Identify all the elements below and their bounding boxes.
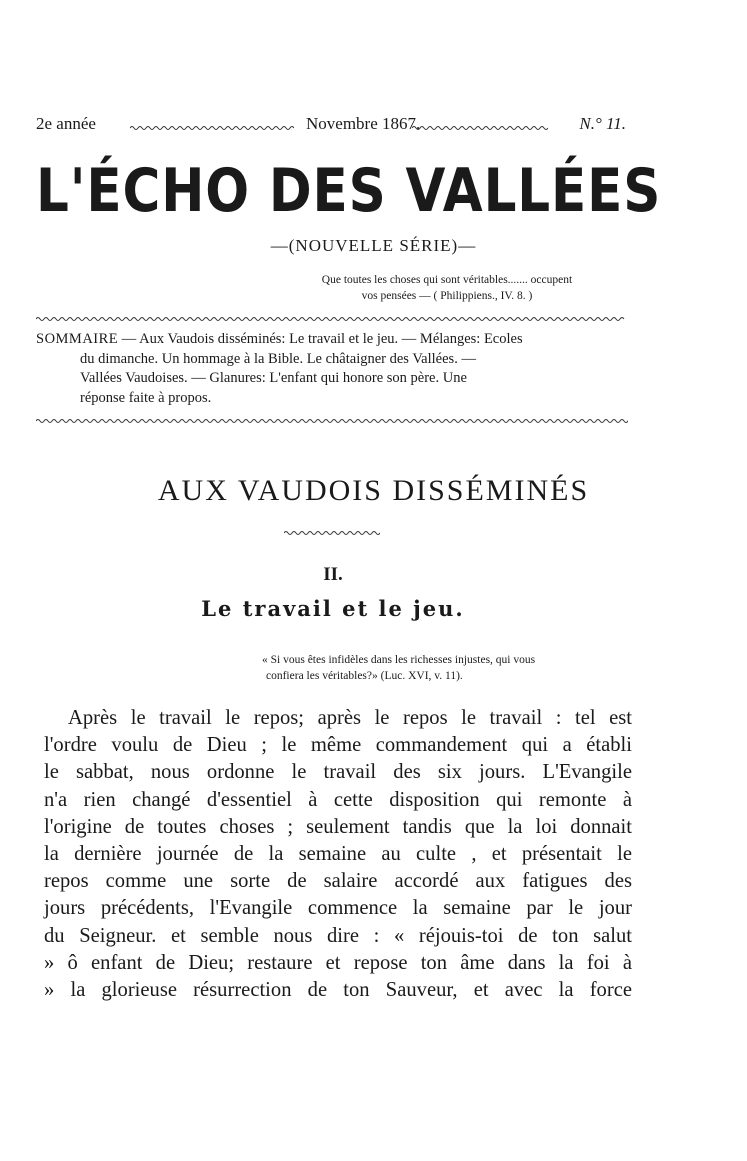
body-line-1: Après le travail le repos; après le repos le travail : tel est	[68, 707, 632, 729]
masthead-year: 2e année	[36, 114, 96, 133]
body-line-11: » la glorieuse résurrection de ton Sauveur, et avec la force	[44, 978, 632, 1001]
chapter-title: Le travail et le jeu.	[201, 596, 465, 621]
summary-line-2: du dimanche. Un hommage à la Bible. Le châtaigner des Vallées. —	[80, 350, 476, 367]
masthead-date: Novembre 1867.	[306, 114, 421, 133]
body-line-8: jours précédents, l'Evangile commence la semaine par le jour	[44, 897, 632, 920]
bottom-wavy-rule	[36, 418, 628, 424]
summary-first-line	[36, 331, 523, 347]
masthead-issue: N.° 11.	[579, 114, 626, 133]
epigraph-line-1: « Si vous êtes infidèles dans les richesses injustes, qui vous	[262, 654, 536, 666]
body-line-6: la dernière journée de la semaine au culte , et présentait le	[44, 842, 632, 865]
summary	[36, 330, 628, 408]
epigraph-line-2: confiera les véritables?» (Luc. XVI, v. 11).	[266, 670, 463, 682]
top-wavy-rule	[36, 316, 628, 322]
masthead-line	[36, 114, 626, 138]
newspaper-title: L'ÉCHO DES VALLÉES	[36, 156, 662, 226]
epigraph	[262, 652, 632, 684]
summary-label: SOMMAIRE	[36, 331, 119, 347]
summary-line-1: — Aux Vaudois disséminés: Le travail et le jeu. — Mélanges: Ecoles	[121, 331, 523, 347]
motto	[267, 272, 627, 304]
summary-line-4: réponse faite à propos.	[80, 389, 212, 406]
body-line-7: repos comme une sorte de salaire accordé aux fatigues des	[44, 870, 632, 893]
motto-line-2: vos pensées — ( Philippiens., IV. 8. )	[361, 290, 533, 302]
body-line-10: » ô enfant de Dieu; restaure et repose ton âme dans la foi à	[44, 951, 632, 974]
newspaper-subtitle: —(NOUVELLE SÉRIE)—	[270, 236, 477, 255]
body-line-2: l'ordre voulu de Dieu ; le même commandement qui a établi	[44, 734, 632, 757]
article-number: II.	[323, 564, 343, 585]
body-line-4: n'a rien changé d'essentiel à cette disposition qui remonte à	[44, 788, 632, 811]
article-body	[44, 705, 632, 1004]
masthead-squiggle-left	[130, 124, 294, 132]
motto-line-1: Que toutes les choses qui sont véritables....... occupent	[321, 274, 573, 286]
body-line-9: du Seigneur. et semble nous dire : « réjouis-toi de ton salut	[44, 924, 632, 947]
body-line-3: le sabbat, nous ordonne le travail des six jours. L'Evangile	[44, 761, 632, 784]
section-title: AUX VAUDOIS DISSÉMINÉS	[157, 474, 590, 507]
summary-line-3: Vallées Vaudoises. — Glanures: L'enfant qui honore son père. Une	[80, 370, 467, 386]
body-line-5: l'origine de toutes choses ; seulement tandis que la loi donnait	[44, 815, 632, 838]
masthead-squiggle-right	[412, 124, 548, 132]
section-wavy-rule	[284, 530, 380, 536]
